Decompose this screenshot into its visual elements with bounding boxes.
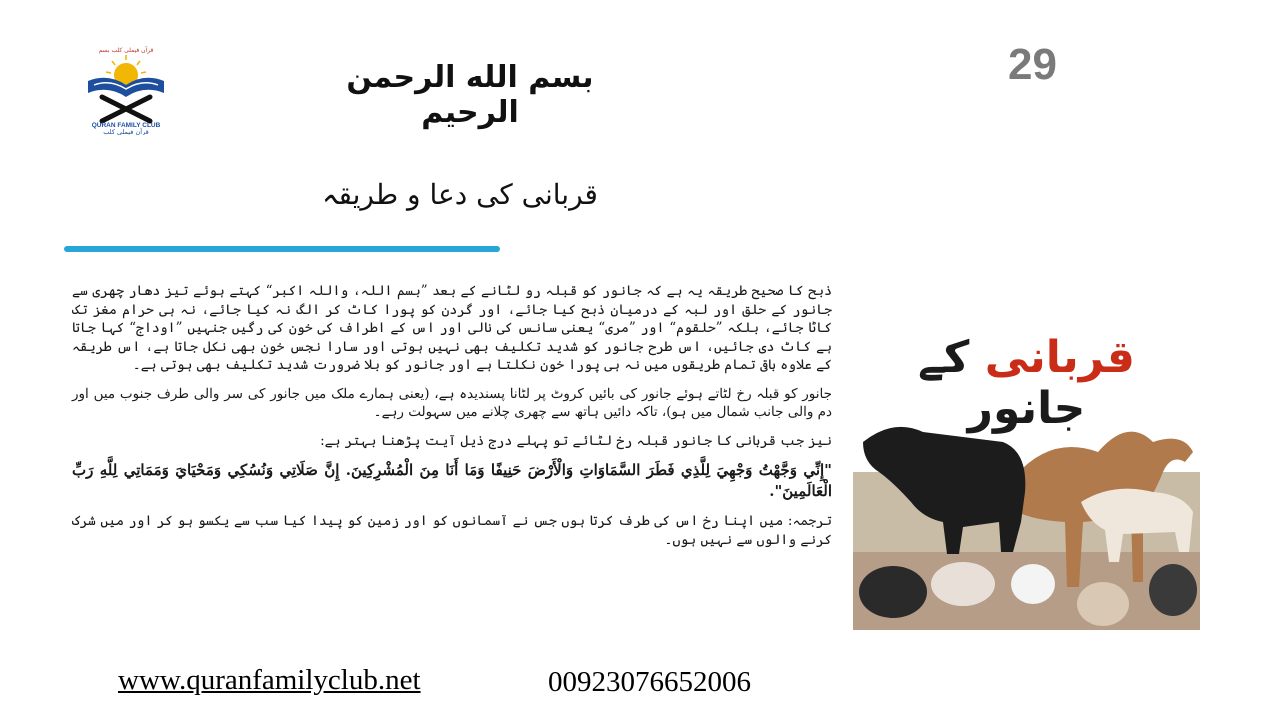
paragraph-slaughter-method: ذبح کا صحیح طریقہ یہ ہے کہ جانور کو قبلہ رو لٹانے کے بعد ”بسم اللہ، واللہ اکبر“ کہتے ہوئے تیز دھار چھری سے جانور کے حلق اور لبہ کے درمیان ذبح کیا جائے، اور گردن کو پورا کاٹ کر الگ نہ کیا جائے، نہ ہی حرام مغز تک کاٹا جائے، بلکہ ”حلقوم“ اور ”مری“ یعنی سانس کی نالی اور اس کے اطراف کی خون کی رگیں جنہیں ”اوداج“ کہا جاتا ہے کاٹ دی جائیں، اس طرح جانور کو شدید تکلیف بھی نہیں ہوتی اور سارا نجس خون بھی نکل جاتا ہے، اس طریقہ کے علاوہ باقی تمام طریقوں میں نہ ہی پورا خون نکلتا ہے اور جانور کو بلا ضرورت شدید تکلیف بھی ہوتی ہے۔ [72,283,832,373]
page-subtitle: قربانی کی دعا و طریقہ [322,178,598,211]
quran-verse: "إِنِّي وَجَّهْتُ وَجْهِيَ لِلَّذِي فَطَرَ السَّمَاوَاتِ وَالْأَرْضَ حَنِيفًا وَمَا أَنَا مِنَ الْمُشْرِكِينَ. إِنَّ صَلَاتِي وَنُسُكِي وَمَحْيَايَ وَمَمَاتِي لِلَّهِ رَبِّ الْعَالَمِينَ". [72,461,832,500]
dark-goat-shape [1149,564,1197,616]
bismillah-heading: بسم الله الرحمن الرحیم [346,60,594,130]
article-body [72,282,832,559]
page-number: 29 [1008,40,1057,89]
open-book-sun-icon [80,45,172,135]
paragraph-qibla-direction: جانور کو قبلہ رخ لٹاتے ہوئے جانور کی بائیں کروٹ پر لٹانا پسندیدہ ہے، (یعنی ہمارے ملک میں جانور کی سر والی طرف جنوب میں اور دم والی جانب شمال میں ہو)، تاکہ دائیں ہاتھ سے چھری چلانے میں سہولت رہے۔ [72,385,832,420]
title-divider [64,246,500,252]
sacrificial-animals-image [853,322,1200,630]
logo-brand-urdu: قرآن فیملی کلب [103,128,149,135]
calf-shape [1077,582,1129,626]
white-goat-shape [1011,564,1055,604]
sheep-shape [931,562,995,606]
caption-ke-janwar: کے جانور [918,332,1086,434]
caption-qurbani: قربانی [984,332,1135,383]
logo-brand-text: QURAN FAMILY CLUB [91,122,161,129]
logo-top-text: قرآن فیملی کلب بسم [98,47,154,54]
verse-translation: ترجمہ: میں اپنا رخ اس کی طرف کرتا ہوں جس نے آسمانوں کو اور زمین کو پیدا کیا سب سے یکسو ہو کر اور میں شرک کرنے والوں سے نہیں ہوں۔ [72,513,832,548]
paragraph-verse-intro: نیز جب قربانی کا جانور قبلہ رخ لٹائے تو پہلے درج ذیل آیت پڑھنا بہتر ہے: [320,432,832,449]
image-caption [853,332,1200,434]
phone-number: 00923076652006 [548,666,751,698]
website-link[interactable]: www.quranfamilyclub.net [118,664,421,696]
goat-shape [859,566,927,618]
quran-family-club-logo [80,45,172,135]
